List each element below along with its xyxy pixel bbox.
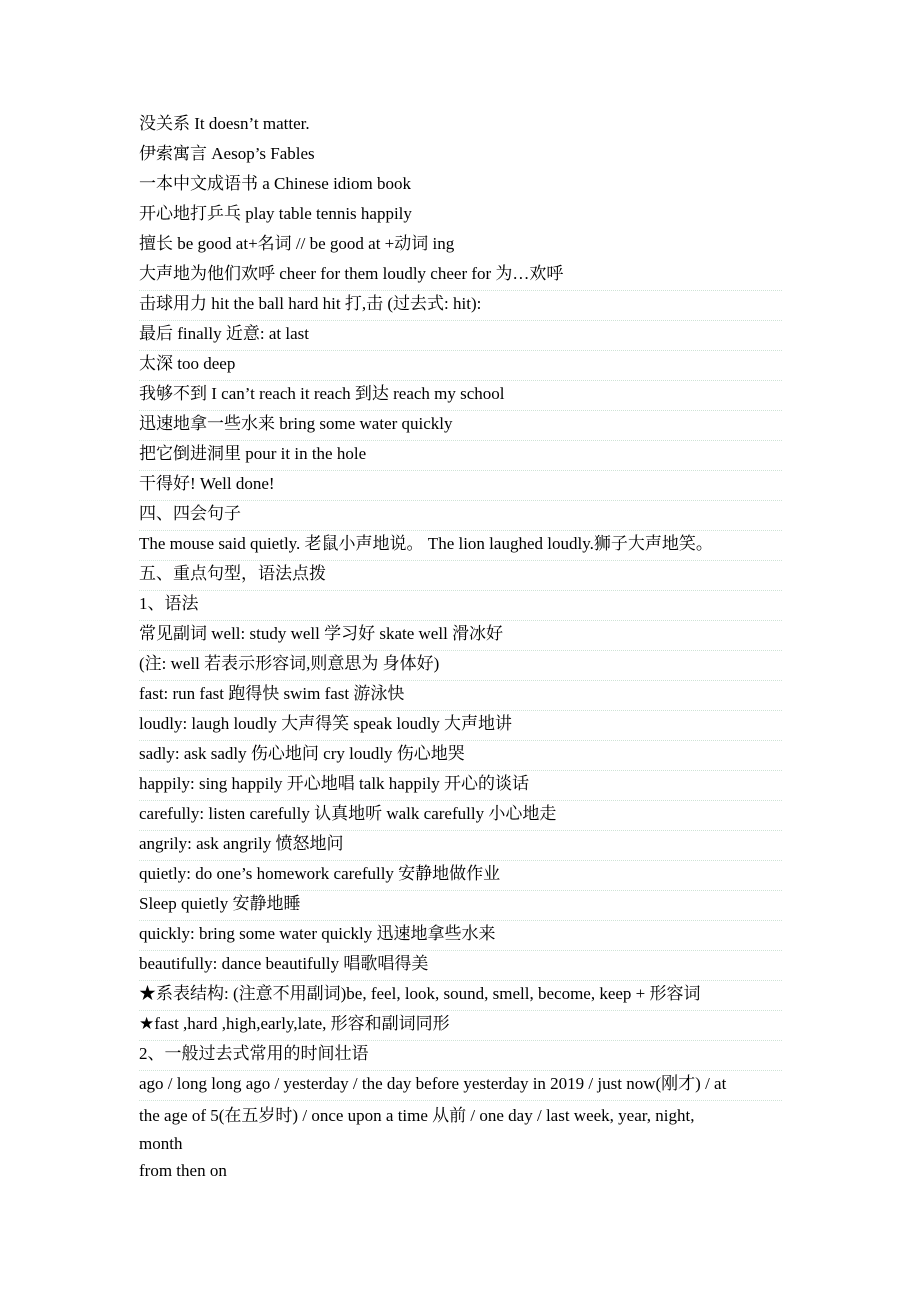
dotted-rule: [139, 1070, 782, 1071]
text-line: sadly: ask sadly 伤心地问 cry loudly 伤心地哭: [139, 744, 465, 763]
text-line: fast: run fast 跑得快 swim fast 游泳快: [139, 684, 405, 703]
text-line: beautifully: dance beautifully 唱歌唱得美: [139, 954, 429, 973]
text-line: 五、重点句型，语法点拨: [139, 564, 326, 583]
text-line: 一本中文成语书 a Chinese idiom book: [139, 174, 411, 193]
dotted-rule: [139, 920, 782, 921]
dotted-rule: [139, 950, 782, 951]
dotted-rule: [139, 590, 782, 591]
text-line: 擅长 be good at+名词 // be good at +动词 ing: [139, 234, 455, 253]
text-line: the age of 5(在五岁时) / once upon a time 从前 / one day / last week, year, night,: [139, 1106, 695, 1125]
dotted-rule: [139, 290, 782, 291]
dotted-rule: [139, 320, 782, 321]
dotted-rule: [139, 500, 782, 501]
text-line: month: [139, 1134, 183, 1153]
dotted-rule: [139, 1040, 782, 1041]
text-line: 我够不到 I can’t reach it reach 到达 reach my school: [139, 384, 505, 403]
text-line: quietly: do one’s homework carefully 安静地做作业: [139, 864, 501, 883]
dotted-rule: [139, 560, 782, 561]
dotted-rule: [139, 740, 782, 741]
text-line: happily: sing happily 开心地唱 talk happily 开心的谈话: [139, 774, 530, 793]
dotted-rule: [139, 530, 782, 531]
text-line: 1、语法: [139, 594, 199, 613]
dotted-rule: [139, 380, 782, 381]
text-line: 把它倒进洞里 pour it in the hole: [139, 444, 367, 463]
text-line: 迅速地拿一些水来 bring some water quickly: [139, 414, 453, 433]
dotted-rule: [139, 860, 782, 861]
text-line: 没关系 It doesn’t matter.: [139, 114, 310, 133]
text-line: The mouse said quietly. 老鼠小声地说。 The lion laughed loudly.狮子大声地笑。: [139, 534, 713, 553]
dotted-rule: [139, 470, 782, 471]
text-line: ★系表结构: (注意不用副词)be, feel, look, sound, smell, become, keep + 形容词: [139, 984, 701, 1003]
text-line: ago / long long ago / yesterday / the day before yesterday in 2019 / just now(刚才) / at: [139, 1074, 727, 1093]
text-line: 伊索寓言 Aesop’s Fables: [139, 144, 315, 163]
text-line: loudly: laugh loudly 大声得笑 speak loudly 大声地讲: [139, 714, 513, 733]
text-line: 2、一般过去式常用的时间壮语: [139, 1044, 369, 1063]
text-line: carefully: listen carefully 认真地听 walk carefully 小心地走: [139, 804, 557, 823]
dotted-rule: [139, 980, 782, 981]
dotted-rule: [139, 620, 782, 621]
dotted-rule: [139, 890, 782, 891]
text-line: 大声地为他们欢呼 cheer for them loudly cheer for 为…欢呼: [139, 264, 564, 283]
text-line: 常见副词 well: study well 学习好 skate well 滑冰好: [139, 624, 504, 643]
dotted-rule: [139, 440, 782, 441]
text-line: ★fast ,hard ,high,early,late, 形容和副词同形: [139, 1014, 450, 1033]
dotted-rule: [139, 1010, 782, 1011]
text-line: 四、四会句子: [139, 504, 241, 523]
dotted-rule: [139, 830, 782, 831]
text-line: 最后 finally 近意: at last: [139, 324, 309, 343]
dotted-rule: [139, 800, 782, 801]
dotted-rule: [139, 710, 782, 711]
text-line: 开心地打乒乓 play table tennis happily: [139, 204, 412, 223]
dotted-rule: [139, 1100, 782, 1101]
dotted-rule: [139, 680, 782, 681]
text-line: angrily: ask angrily 愤怒地问: [139, 834, 344, 853]
text-line: 击球用力 hit the ball hard hit 打,击 (过去式: hit):: [139, 294, 482, 313]
text-line: 太深 too deep: [139, 354, 236, 373]
text-line: 干得好! Well done!: [139, 474, 275, 493]
dotted-rule: [139, 770, 782, 771]
text-line: Sleep quietly 安静地睡: [139, 894, 301, 913]
dotted-rule: [139, 350, 782, 351]
text-line: from then on: [139, 1161, 227, 1180]
text-line: quickly: bring some water quickly 迅速地拿些水来: [139, 924, 496, 943]
dotted-rule: [139, 650, 782, 651]
text-line: (注: well 若表示形容词,则意思为 身体好): [139, 654, 440, 673]
dotted-rule: [139, 410, 782, 411]
